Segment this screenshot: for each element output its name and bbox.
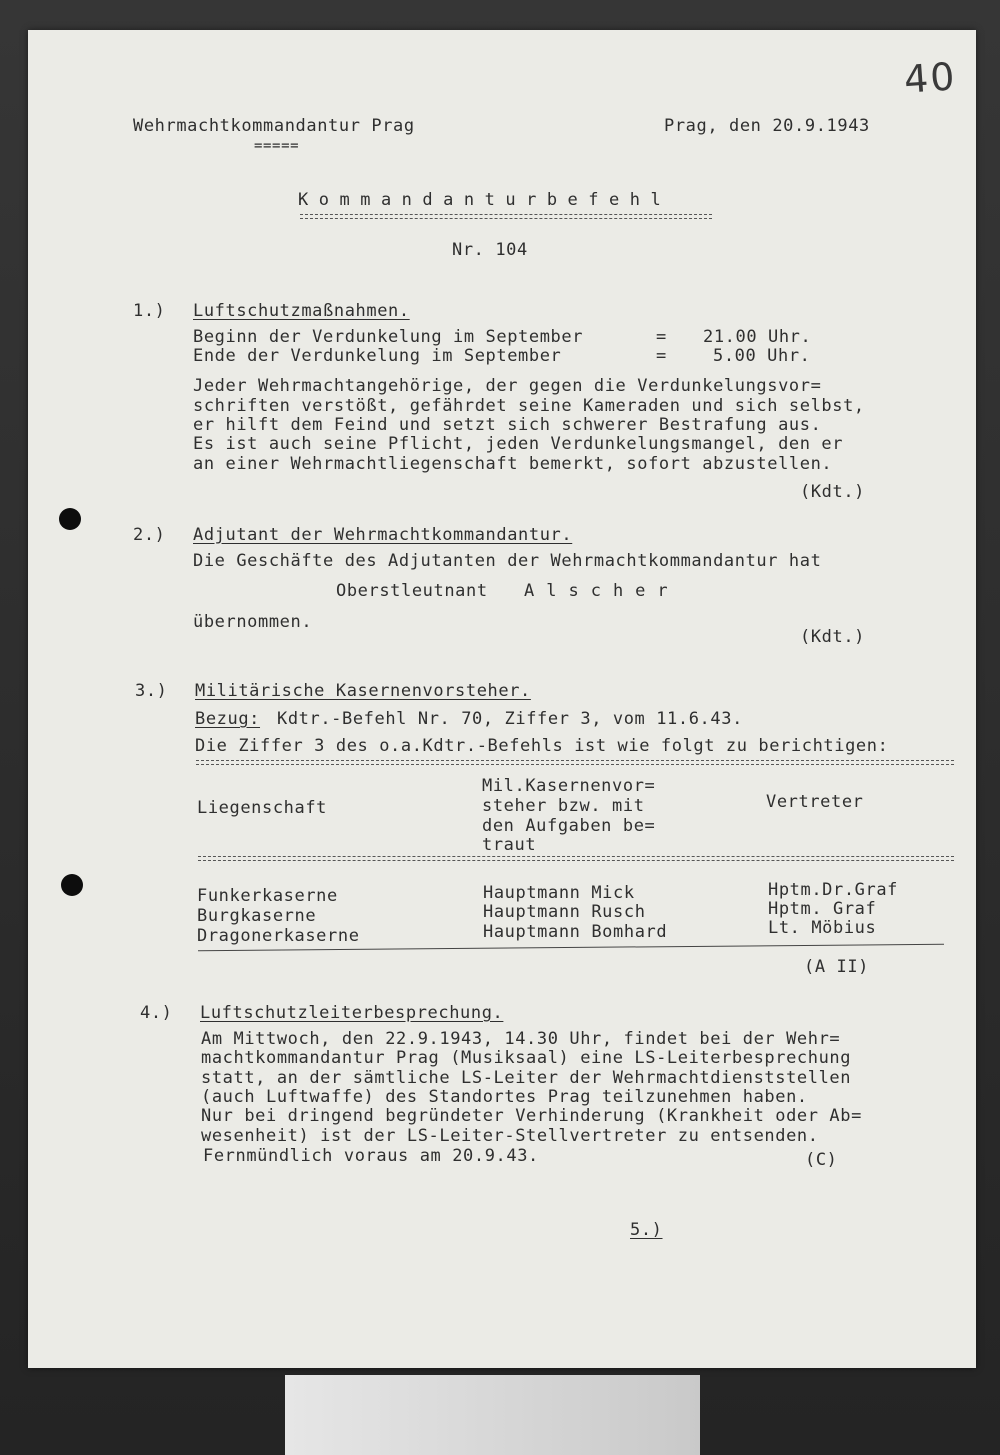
document-title: Kommandanturbefehl (298, 190, 672, 210)
section-2-number: 2.) (133, 525, 166, 545)
table-header-superintendent: traut (482, 835, 537, 855)
table-row-property: Burgkaserne (197, 906, 317, 926)
office-name: Wehrmachtkommandantur Prag (133, 116, 415, 136)
section-4-para-line: wesenheit) ist der LS-Leiter-Stellvertreter zu entsenden. (201, 1126, 819, 1146)
table-row-property: Dragonerkaserne (197, 926, 360, 946)
section-1-para-line: an einer Wehrmachtliegenschaft bemerkt, sofort abzustellen. (193, 454, 833, 474)
section-1-para-line: Jeder Wehrmachtangehörige, der gegen die Verdunkelungsvor= (193, 376, 822, 396)
section-4-para-line: Fernmündlich voraus am 20.9.43. (203, 1146, 539, 1166)
section-3-intro: Die Ziffer 3 des o.a.Kdtr.-Befehls ist wie folgt zu berichtigen: (195, 736, 889, 756)
section-2-heading: Adjutant der Wehrmachtkommandantur. (193, 525, 573, 545)
section-4-number: 4.) (140, 1003, 173, 1023)
scan-label-strip (285, 1375, 700, 1455)
table-row-deputy: Hptm. Graf (768, 899, 877, 919)
section-4-signature: (C) (805, 1150, 838, 1170)
section-2-line: Die Geschäfte des Adjutanten der Wehrmachtkommandantur hat (193, 551, 822, 571)
table-header-deputy: Vertreter (766, 792, 864, 812)
section-3-heading: Militärische Kasernenvorsteher. (195, 681, 531, 701)
table-row-property: Funkerkaserne (197, 886, 338, 906)
adjutant-rank: Oberstleutnant (336, 581, 488, 601)
section-4-para-line: statt, an der sämtliche LS-Leiter der Wehrmachtdienststellen (201, 1068, 852, 1088)
table-row-deputy: Lt. Möbius (768, 918, 877, 938)
section-1-para-line: er hilft dem Feind und setzt sich schwerer Bestrafung aus. (193, 415, 822, 435)
section-3-number: 3.) (135, 681, 168, 701)
adjutant-name: Alscher (524, 581, 680, 601)
section-4-heading: Luftschutzleiterbesprechung. (200, 1003, 504, 1023)
section-1-para-line: schriften verstößt, gefährdet seine Kameraden und sich selbst, (193, 396, 865, 416)
table-row-deputy: Hptm.Dr.Graf (768, 880, 899, 900)
reference-text: Kdtr.-Befehl Nr. 70, Ziffer 3, vom 11.6.43. (277, 709, 743, 729)
blackout-end-value: 5.00 Uhr. (713, 346, 811, 366)
table-top-double-rule (196, 760, 954, 765)
section-1-signature: (Kdt.) (800, 482, 866, 502)
section-4-para-line: machtkommandantur Prag (Musiksaal) eine LS-Leiterbesprechung (201, 1048, 852, 1068)
punch-hole-bottom (61, 874, 83, 896)
blackout-begin-eq: = (656, 327, 667, 347)
blackout-end-label: Ende der Verdunkelung im September (193, 346, 562, 366)
section-4-para-line: Nur bei dringend begründeter Verhinderung (Krankheit oder Ab= (201, 1106, 862, 1126)
office-underline: ===== (254, 138, 300, 154)
title-double-rule (300, 214, 712, 219)
section-4-para-line: (auch Luftwaffe) des Standortes Prag teilzunehmen haben. (201, 1087, 808, 1107)
section-1-heading: Luftschutzmaßnahmen. (193, 301, 410, 321)
order-number: Nr. 104 (452, 240, 528, 260)
table-row-superintendent: Hauptmann Bomhard (483, 922, 668, 942)
section-2-line: übernommen. (193, 612, 313, 632)
table-header-property: Liegenschaft (197, 798, 328, 818)
table-header-superintendent: steher bzw. mit (482, 796, 645, 816)
punch-hole-top (59, 508, 81, 530)
table-row-superintendent: Hauptmann Rusch (483, 902, 646, 922)
next-page-marker: 5.) (630, 1220, 663, 1240)
section-1-number: 1.) (133, 301, 166, 321)
table-header-superintendent: Mil.Kasernenvor= (482, 776, 656, 796)
blackout-end-eq: = (656, 346, 667, 366)
section-1-para-line: Es ist auch seine Pflicht, jeden Verdunkelungsmangel, den er (193, 434, 844, 454)
section-4-para-line: Am Mittwoch, den 22.9.1943, 14.30 Uhr, findet bei der Wehr= (201, 1029, 841, 1049)
blackout-begin-label: Beginn der Verdunkelung im September (193, 327, 584, 347)
reference-label: Bezug: (195, 709, 261, 729)
section-3-signature: (A II) (804, 957, 870, 977)
blackout-begin-value: 21.00 Uhr. (703, 327, 812, 347)
place-date: Prag, den 20.9.1943 (664, 116, 870, 136)
table-header-superintendent: den Aufgaben be= (482, 816, 656, 836)
table-row-superintendent: Hauptmann Mick (483, 883, 635, 903)
section-2-signature: (Kdt.) (800, 627, 866, 647)
table-header-double-rule (198, 856, 954, 861)
handwritten-page-number: 40 (902, 54, 958, 102)
